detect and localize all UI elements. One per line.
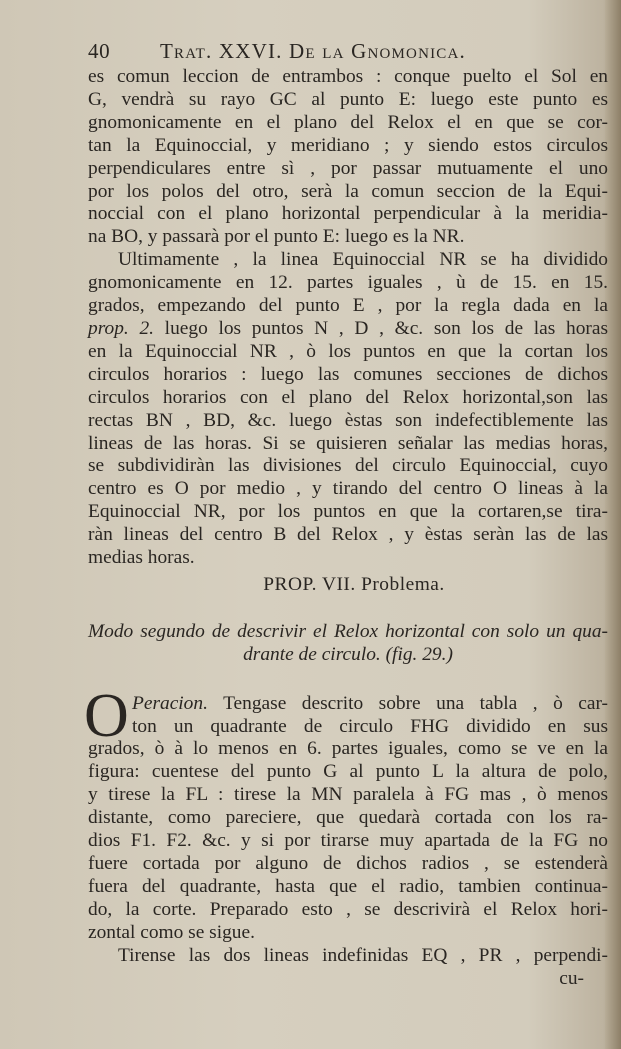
- subtitle-line: Modo segundo de descrivir el Relox horizontal con solo un qua-: [88, 620, 608, 642]
- drop-cap: O: [84, 681, 129, 750]
- running-title: Trat. XXVI. De la Gnomonica.: [160, 39, 466, 63]
- text-line: ton un quadrante de circulo FHG dividido en sus: [132, 715, 608, 737]
- text-line: zontal como se sigue.: [88, 921, 255, 943]
- text-line: y tirese la FL : tirese la MN paralela à FG mas , ò menos: [88, 784, 608, 806]
- paragraph-2: [88, 249, 608, 570]
- page-number: 40: [88, 39, 111, 63]
- text-line: fuere cortada por alguno de dichos radios , se estenderà: [88, 853, 608, 874]
- prop-reference-rest: luego los puntos N , D , &c. son los de las horas: [154, 317, 608, 339]
- catchword: cu-: [559, 967, 584, 989]
- text-line: do, la corte. Preparado esto , se descrivirà el Relox hori-: [88, 898, 608, 920]
- prop-reference: prop. 2.: [88, 317, 154, 339]
- text-line: fuera del quadrante, hasta que el radio, tambien continua-: [88, 875, 608, 897]
- paragraph-3: [84, 681, 608, 945]
- text-line: centro es O por medio , y tirando del centro O lineas à la: [88, 478, 608, 500]
- text-line: gnomonicamente en 12. partes iguales , ù de 15. en 15.: [88, 272, 608, 294]
- proposition-heading: PROP. VII. Problema.: [263, 573, 445, 595]
- paragraph-4: Tirense las dos lineas indefinidas EQ , PR , perpendi-: [118, 944, 608, 966]
- text-line: na BO, y passarà por el punto E: luego es la NR.: [88, 226, 465, 248]
- text-line: Ultimamente , la linea Equinoccial NR se ha dividido: [118, 249, 608, 271]
- text-line: en la Equinoccial NR , ò los puntos en que la cortan los: [88, 340, 608, 362]
- text-line: grados, empezando del punto E , por la regla dada en la: [88, 295, 608, 317]
- text-line: circulos horarios con el plano del Relox horizontal,son las: [88, 386, 608, 408]
- text-line: rectas BN , BD, &c. luego èstas son indefectiblemente las: [88, 409, 608, 431]
- subtitle-line: drante de circulo. (fig. 29.): [243, 643, 453, 665]
- text-line: ràn lineas del centro B del Relox , y èstas seràn las de las: [88, 524, 608, 546]
- text-line: Equinoccial NR, por los puntos en que la cortaren,se tira-: [88, 501, 608, 523]
- text-line: perpendiculares entre sì , por passar mutuamente el uno: [88, 157, 608, 179]
- paragraph-1: [88, 66, 608, 249]
- text-line: [88, 318, 608, 341]
- text-line: por los polos del otro, serà la comun seccion de la Equi-: [88, 180, 608, 202]
- text-line: figura: cuentese del punto G al punto L la altura de polo,: [88, 761, 608, 783]
- text-line: G, vendrà su rayo GC al punto E: luego este punto es: [88, 88, 608, 110]
- first-word: Peracion.: [132, 692, 208, 714]
- text-line: distante, como pareciere, que quedarà cortada con los ra-: [88, 807, 608, 829]
- text-line: tan la Equinoccial, y meridiano ; y siendo estos circulos: [88, 134, 608, 156]
- proposition-subtitle: [88, 621, 608, 667]
- text-line: gnomonicamente en el plano del Relox el en que se cor-: [88, 111, 608, 133]
- text-line: noccial con el plano horizontal perpendicular à la meridia-: [88, 203, 608, 225]
- page-text: [84, 39, 608, 990]
- running-header: [88, 40, 608, 66]
- text-line: circulos horarios : luego las comunes secciones de dichos: [88, 363, 608, 385]
- text-line: dios F1. F2. &c. y si por tirarse muy apartada de la FG no: [88, 830, 608, 852]
- text-line: medias horas.: [88, 547, 195, 569]
- text-line: [88, 693, 608, 716]
- first-line-rest: Tengase descrito sobre una tabla , ò car-: [207, 692, 608, 714]
- text-line: grados, ò à lo menos en 6. partes iguales, como se ve en la: [88, 738, 608, 760]
- text-line: se subdividiràn las divisiones del circulo Equinoccial, cuyo: [88, 455, 608, 477]
- text-line: lineas de las horas. Si se quisieren señalar las medias horas,: [88, 432, 608, 454]
- text-line: es comun leccion de entrambos : conque puelto el Sol en: [88, 66, 608, 87]
